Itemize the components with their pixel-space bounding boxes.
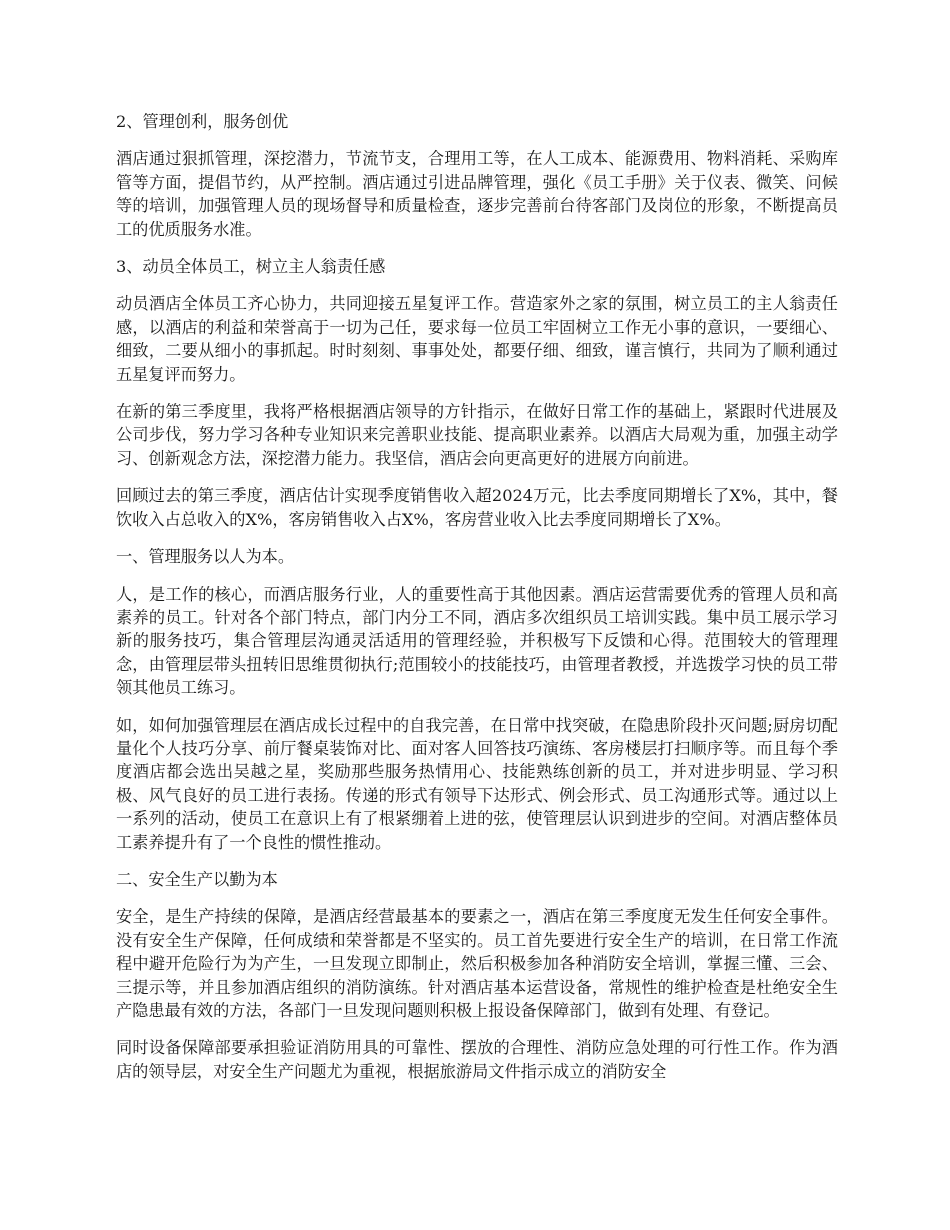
paragraph-cost-control: 酒店通过狠抓管理，深挖潜力，节流节支，合理用工等，在人工成本、能源费用、物料消耗、采购库管等方面，提倡节约，从严控制。酒店通过引进品牌管理，强化《员工手册》关于仪表、微笑、问候等的培训，加强管理人员的现场督导和质量检查，逐步完善前台待客部门及岗位的形象，不断提高员工的优质服务水准。 <box>116 149 838 239</box>
section-heading-safety: 二、安全生产以勤为本 <box>116 869 278 889</box>
paragraph-fire-safety: 同时设备保障部要承担验证消防用具的可靠性、摆放的合理性、消防应急处理的可行性工作。作为酒店的领导层，对安全生产问题尤为重视，根据旅游局文件指示成立的消防安全 <box>116 1038 838 1081</box>
section-heading-management-profit: 2、管理创利，服务创优 <box>116 112 289 131</box>
paragraph-management-improvement: 如，如何加强管理层在酒店成长过程中的自我完善，在日常中找突破，在隐患阶段扑灭问题;厨房切配量化个人技巧分享、前厅餐桌装饰对比、面对客人回答技巧演练、客房楼层打扫顺序等。而且每个季度酒店都会选出吴越之星，奖励那些服务热情用心、技能熟练创新的员工，并对进步明显、学习积极、风气良好的员工进行表扬。传递的形式有领导下达形式、例会形式、员工沟通形式等。通过以上一系列的活动，使员工在意识上有了根紧绷着上进的弦，使管理层认识到进步的空间。对酒店整体员工素养提升有了一个良性的惯性推动。 <box>116 715 838 852</box>
section-heading-staff-mobilization: 3、动员全体员工，树立主人翁责任感 <box>116 257 386 277</box>
paragraph-revenue-review: 回顾过去的第三季度，酒店估计实现季度销售收入超2024万元，比去季度同期增长了X%，其中，餐饮收入占总收入的X%，客房销售收入占X%，客房营业收入比去季度同期增长了X%。 <box>116 486 838 529</box>
paragraph-staff-training: 人，是工作的核心，而酒店服务行业，人的重要性高于其他因素。酒店运营需要优秀的管理人员和高素养的员工。针对各个部门特点，部门内分工不同，酒店多次组织员工培训实践。集中员工展示学习新的服务技巧，集合管理层沟通灵活适用的管理经验，并积极写下反馈和心得。范围较大的管理理念，由管理层带头扭转旧思维贯彻执行;范围较小的技能技巧，由管理者教授，并选拨学习快的员工带领其他员工练习。 <box>116 584 838 698</box>
paragraph-five-star-review: 动员酒店全体员工齐心协力，共同迎接五星复评工作。营造家外之家的氛围，树立员工的主人翁责任感，以酒店的利益和荣誉高于一切为己任，要求每一位员工牢固树立工作无小事的意识，一要细心、细致，二要从细小的事抓起。时时刻刻、事事处处，都要仔细、细致，谨言慎行，共同为了顺利通过五星复评而努力。 <box>116 294 838 384</box>
document-page <box>116 110 838 1097</box>
section-heading-people-oriented: 一、管理服务以人为本。 <box>116 547 295 567</box>
paragraph-safety-production: 安全，是生产持续的保障，是酒店经营最基本的要素之一，酒店在第三季度度无发生任何安全事件。没有安全生产保障，任何成绩和荣誉都是不坚实的。员工首先要进行安全生产的培训，在日常工作流程中避开危险行为为产生，一旦发现立即制止，然后积极参加各种消防安全培训，掌握三懂、三会、三提示等，并且参加酒店组织的消防演练。针对酒店基本运营设备，常规性的维护检查是杜绝安全生产隐患最有效的方法，各部门一旦发现问题则积极上报设备保障部门，做到有处理、有登记。 <box>116 907 838 1020</box>
paragraph-third-quarter-plan: 在新的第三季度里，我将严格根据酒店领导的方针指示，在做好日常工作的基础上，紧跟时代进展及公司步伐，努力学习各种专业知识来完善职业技能、提高职业素养。以酒店大局观为重，加强主动学习、创新观念方法，深挖潜力能力。我坚信，酒店会向更高更好的进展方向前进。 <box>116 402 838 468</box>
